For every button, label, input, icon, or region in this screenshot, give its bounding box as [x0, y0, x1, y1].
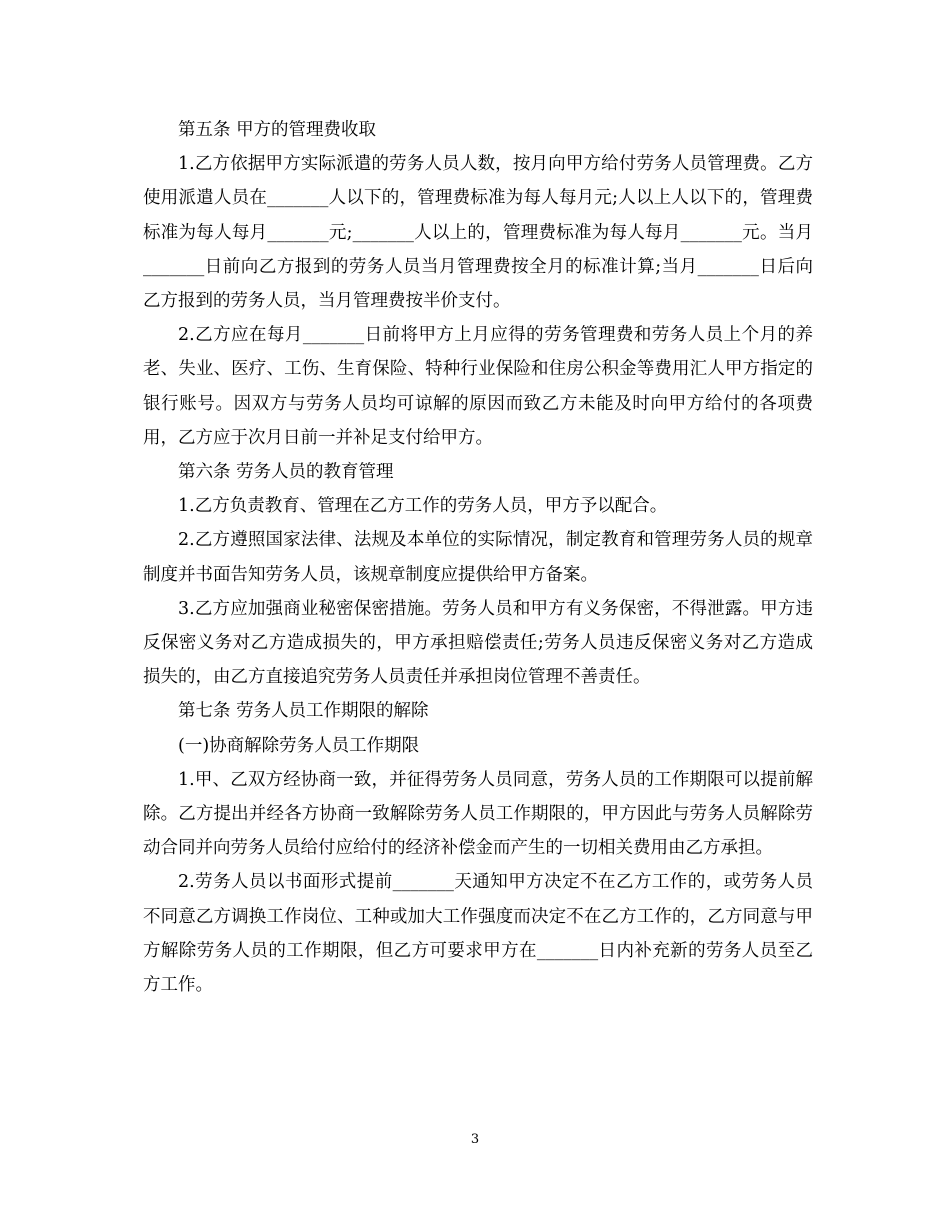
- article-6-clause-2: 2.乙方遵照国家法律、法规及本单位的实际情况，制定教育和管理劳务人员的规章制度并书面告知劳务人员，该规章制度应提供给甲方备案。: [143, 530, 813, 585]
- article-5-heading: 第五条 甲方的管理费收取: [178, 120, 377, 140]
- article-5-clause-1: 1.乙方依据甲方实际派遣的劳务人员人数，按月向甲方给付劳务人员管理费。乙方使用派遣人员在_______人以下的，管理费标准为每人每月元;人以上人以下的，管理费标准为每人每月_______元;_______人以上的，管理费标准为每人每月_______元。当月_______日前向乙方报到的劳务人员当月管理费按全月的标准计算;当月_______日后向乙方报到的劳务人员，当月管理费按半价支付。: [143, 154, 813, 312]
- article-7-section-1-heading: (一)协商解除劳务人员工作期限: [178, 735, 420, 756]
- article-6-clause-1: 1.乙方负责教育、管理在乙方工作的劳务人员，甲方予以配合。: [178, 496, 668, 517]
- article-7-clause-2: 2.劳务人员以书面形式提前_______天通知甲方决定不在乙方工作的，或劳务人员不同意乙方调换工作岗位、工种或加大工作强度而决定不在乙方工作的，乙方同意与甲方解除劳务人员的工作期限，但乙方可要求甲方在_______日内补充新的劳务人员至乙方工作。: [143, 872, 813, 996]
- article-7-clause-1: 1.甲、乙双方经协商一致，并征得劳务人员同意，劳务人员的工作期限可以提前解除。乙方提出并经各方协商一致解除劳务人员工作期限的，甲方因此与劳务人员解除劳动合同并向劳务人员给付应给付的经济补偿金而产生的一切相关费用由乙方承担。: [143, 769, 813, 859]
- article-6-heading: 第六条 劳务人员的教育管理: [178, 462, 394, 483]
- document-body: [143, 113, 813, 1002]
- article-5-clause-2: 2.乙方应在每月_______日前将甲方上月应得的劳务管理费和劳务人员上个月的养老、失业、医疗、工伤、生育保险、特种行业保险和住房公积金等费用汇人甲方指定的银行账号。因双方与劳务人员均可谅解的原因而致乙方未能及时向甲方给付的各项费用，乙方应于次月日前一并补足支付给甲方。: [143, 325, 813, 448]
- article-6-clause-3: 3.乙方应加强商业秘密保密措施。劳务人员和甲方有义务保密，不得泄露。甲方违反保密义务对乙方造成损失的，甲方承担赔偿责任;劳务人员违反保密义务对乙方造成损失的，由乙方直接追究劳务人员责任并承担岗位管理不善责任。: [143, 598, 813, 688]
- page-number: 3: [470, 1132, 480, 1147]
- article-7-heading: 第七条 劳务人员工作期限的解除: [178, 701, 429, 722]
